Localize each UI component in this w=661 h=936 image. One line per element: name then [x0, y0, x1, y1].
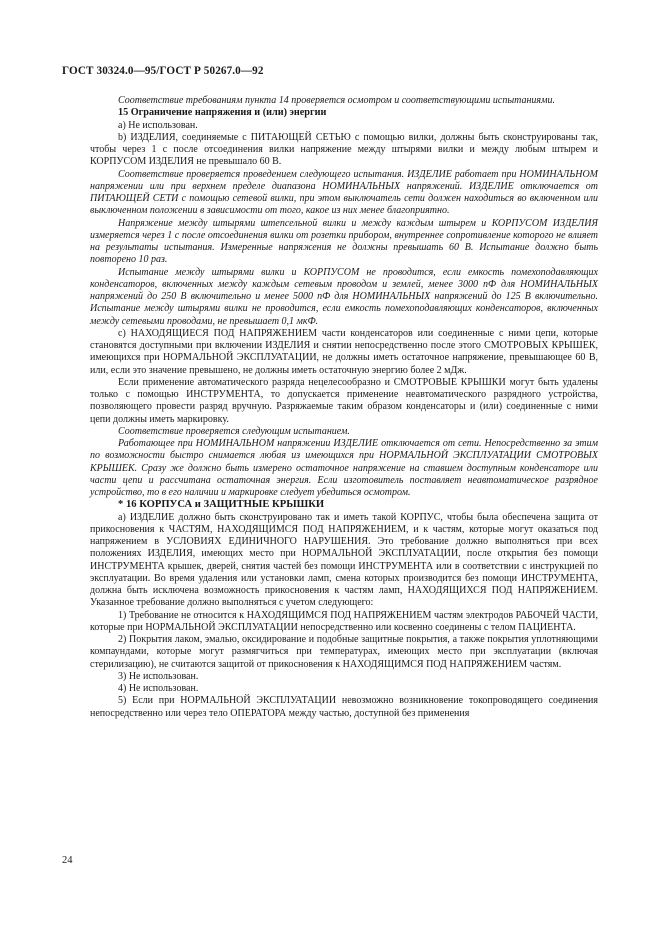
paragraph: 3) Не использован.	[118, 670, 199, 682]
paragraph: Соответствие проверяется проведением следующего испытания. ИЗДЕЛИЕ работает при НОМИНАЛЬНОМ напряжении или при верхнем пределе диапазона НОМИНАЛЬНЫХ напряжений. ИЗДЕЛИЕ отключается от ПИТАЮЩЕЙ СЕТИ с помощью сетевой вилки, при этом выключатель сети должен находиться во включенном или выключенном положении в зависимости от того, какое из них менее благоприятно.	[90, 168, 598, 217]
page-body	[90, 95, 598, 720]
paragraph: 2) Покрытия лаком, эмалью, оксидирование и подобные защитные покрытия, а также покрытия уплотняющими компаундами, которые могут размягчиться при температурах, имеющих место при эксплуатации (включая стерилизацию), не считаются защитой от прикосновения к НАХОДЯЩИМСЯ ПОД НАПРЯЖЕНИЕМ частям.	[90, 634, 598, 670]
paragraph: a) ИЗДЕЛИЕ должно быть сконструировано так и иметь такой КОРПУС, чтобы была обеспечена защита от прикосновения к ЧАСТЯМ, НАХОДЯЩИМСЯ ПОД НАПРЯЖЕНИЕМ, и к частям, которые могут оказаться под напряжением в УСЛОВИЯХ ЕДИНИЧНОГО НАРУШЕНИЯ. Это требование должно выполняться при всех положениях ИЗДЕЛИЯ, имеющих место при НОРМАЛЬНОЙ ЭКСПЛУАТАЦИИ, после открытия без помощи ИНСТРУМЕНТА крышек, дверей, снятия частей без помощи ИНСТРУМЕНТА или в соответствии с инструкцией по эксплуатации. Во время удаления или установки ламп, смена которых производится без помощи ИНСТРУМЕНТА, должна быть исключена возможность прикосновения к частям ламп, НАХОДЯЩИХСЯ ПОД НАПРЯЖЕНИЕМ. Указанное требование должно выполняться с учетом следующего:	[90, 511, 598, 609]
page-number: 24	[62, 855, 73, 866]
paragraph: Если применение автоматического разряда нецелесообразно и СМОТРОВЫЕ КРЫШКИ могут быть удалены только с помощью ИНСТРУМЕНТА, то допускается применение неавтоматического разрядного устройства, позволяющего провести разряд вручную. Разряжаемые таким образом конденсаторы и (или) соединенные с ними цепи должны иметь маркировку.	[90, 376, 598, 425]
page-header: ГОСТ 30324.0—95/ГОСТ Р 50267.0—92	[62, 65, 264, 77]
paragraph: Напряжение между штырями штепсельной вилки и между каждым штырем и КОРПУСОМ ИЗДЕЛИЯ измеряется через 1 с после отсоединения вилки от розетки прибором, внутреннее сопротивление которого не влияет на результаты испытания. Измеренные напряжения не должны превышать 60 В. Испытание должно быть повторено 10 раз.	[90, 217, 598, 266]
section-heading: * 16 КОРПУСА и ЗАЩИТНЫЕ КРЫШКИ	[118, 499, 325, 511]
section-heading: 15 Ограничение напряжения и (или) энергии	[118, 107, 327, 119]
paragraph: 5) Если при НОРМАЛЬНОЙ ЭКСПЛУАТАЦИИ невозможно возникновение токопроводящего соединения непосредственно или через тело ОПЕРАТОРА между частью, доступной без применения	[90, 695, 598, 719]
paragraph: b) ИЗДЕЛИЯ, соединяемые с ПИТАЮЩЕЙ СЕТЬЮ с помощью вилки, должны быть сконструированы так, чтобы через 1 с после отсоединения вилки напряжение между штырями вилки и между любым штырем и КОРПУСОМ ИЗДЕЛИЯ не превышало 60 В.	[90, 131, 598, 168]
paragraph: 4) Не использован.	[118, 683, 199, 694]
paragraph: Испытание между штырями вилки и КОРПУСОМ не проводится, если емкость помехоподавляющих конденсаторов, включенных между каждым сетевым проводом и землей, менее 3000 пФ для НОМИНАЛЬНЫХ напряжений до 250 В включительно и менее 5000 пФ для НОМИНАЛЬНЫХ напряжений до 125 В включительно. Испытание между штырями вилки не проводится, если емкость помехоподавляющих конденсаторов, включенных между сетевыми проводами, не превышает 0,1 мкФ.	[90, 266, 598, 327]
paragraph: Соответствие проверяется следующим испытанием.	[118, 425, 350, 437]
paragraph: a) Не использован.	[118, 119, 198, 131]
paragraph: 1) Требование не относится к НАХОДЯЩИМСЯ ПОД НАПРЯЖЕНИЕМ частям электродов РАБОЧЕЙ ЧАСТИ, которые при НОРМАЛЬНОЙ ЭКСПЛУАТАЦИИ непосредственно или косвенно соединены с телом ПАЦИЕНТА.	[90, 609, 598, 633]
paragraph: Соответствие требованиям пункта 14 проверяется осмотром и соответствующими испытаниями.	[118, 95, 555, 106]
paragraph: c) НАХОДЯЩИЕСЯ ПОД НАПРЯЖЕНИЕМ части конденсаторов или соединенные с ними цепи, которые становятся доступными при включении ИЗДЕЛИЯ и снятии непосредственно после этого СМОТРОВЫХ КРЫШЕК, имеющихся при НОРМАЛЬНОЙ ЭКСПЛУАТАЦИИ, не должны иметь остаточное напряжение, превышающее 60 В, или, если это значение превышено, не должны иметь остаточную энергию более 2 мДж.	[90, 327, 598, 376]
paragraph: Работающее при НОМИНАЛЬНОМ напряжении ИЗДЕЛИЕ отключается от сети. Непосредственно за этим по возможности быстро снимается любая из имеющихся при НОРМАЛЬНОЙ ЭКСПЛУАТАЦИИ СМОТРОВЫХ КРЫШЕК. Сразу же должно быть измерено остаточное напряжение на ставшем доступным конденсаторе или части цепи и рассчитана остаточная энергия. Если изготовитель поставляет неавтоматическое разрядное устройство, то в его наличии и маркировке следует убедиться осмотром.	[90, 438, 598, 498]
